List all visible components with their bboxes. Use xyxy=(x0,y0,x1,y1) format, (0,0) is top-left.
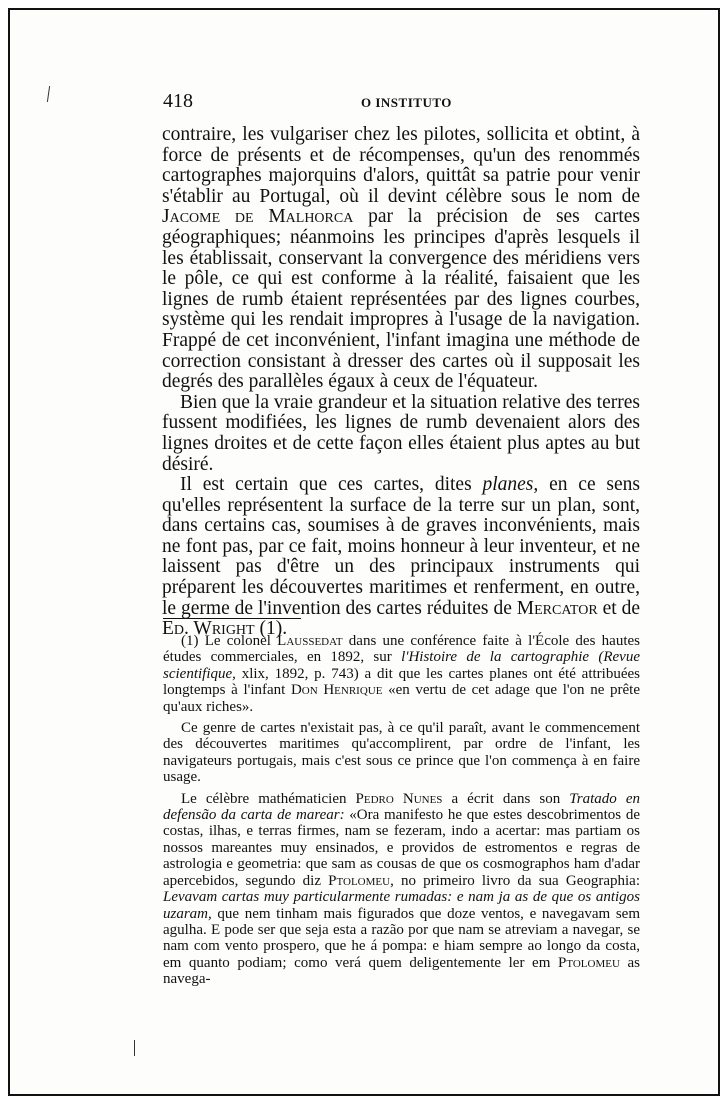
emphasis: Tratado en defensão da carta de marear: xyxy=(163,790,640,824)
paragraph-3 xyxy=(162,475,640,640)
text-run: que nem tinham mais figurados que doze ventos, e navegavam sem agulha. E pode ser que seja esta a razão por que nam se atreviam a navegar, se nam com vento prospero, que he á pompa: e hiam sempre ao longo da costa, em quanto podiam; como verá quem deligentemente ler em xyxy=(163,905,640,971)
person-name: Ptolomeu xyxy=(557,954,620,971)
paragraph-1 xyxy=(162,125,640,393)
text-run: Il est certain que ces cartes, dites xyxy=(180,474,483,496)
emphasis: planes, xyxy=(482,474,539,496)
text-run: par la précision de ses cartes géographiques; néanmoins les principes d'après lesquels il les établissait, conservant la convergence des méridiens vers le pôle, ce qui est conforme à la réalité, faisaient que les lignes de rumb étaient représentées par des lignes courbes, système qui les rendait impropres à l'usage de la navigation. Frappé de cet inconvénient, l'infant imagina une méthode de correction consistant à dresser des cartes où il supposait les degrés des parallèles égaux à ceux de l'équateur. xyxy=(162,206,640,393)
person-name: Jacome de Malhorca xyxy=(162,206,354,228)
running-title: O INSTITUTO xyxy=(361,95,452,110)
person-name: Mercator xyxy=(516,597,598,619)
text-run: Le célèbre mathématicien xyxy=(181,790,356,807)
text-run: et de xyxy=(597,597,640,619)
person-name: Ptolomeu, xyxy=(328,872,394,889)
footnote-ref: (1). xyxy=(254,618,288,640)
person-name: Ed. Wright xyxy=(162,618,255,640)
footnote-paragraph-2: Ce genre de cartes n'existait pas, à ce qu'il paraît, avant le commencement des découvertes maritimes qu'accomplirent, par ordre de l'infant, les navigateurs portugais, mais c'est sous ce prince que l'on commença à en faire usage. xyxy=(163,720,640,786)
margin-mark-top-left xyxy=(47,86,50,102)
person-name: Pedro Nunes xyxy=(355,790,443,807)
footnote-separator xyxy=(163,618,301,619)
page-header xyxy=(163,90,643,116)
person-name: Laussedat xyxy=(277,633,343,649)
margin-mark-bottom-left xyxy=(134,1040,135,1056)
document-page xyxy=(8,8,720,1096)
text-run: «en vertu de cet adage que l'on ne prête qu'aux riches». xyxy=(163,682,640,715)
text-run: as navega- xyxy=(163,954,641,988)
main-text xyxy=(162,125,640,640)
footnote-1 xyxy=(163,633,640,715)
text-run: contraire, les vulgariser chez les pilotes, sollicita et obtint, à force de présents et de récompenses, qu'un des renommés cartographes majorquins d'alors, quittât sa patrie pour venir s'établir au Portugal, où il devint célèbre sous le nom de xyxy=(162,124,640,207)
page-number: 418 xyxy=(163,90,193,112)
paragraph-2: Bien que la vraie grandeur et la situation relative des terres fussent modifiées, les lignes de rumb devenaient alors des lignes droites et de cette façon elles étaient plus aptes au but désiré. xyxy=(162,391,640,475)
text-run: en ce sens qu'elles représentent la surface de la terre sur un plan, sont, dans certains cas, soumises à de graves inconvénients, mais ne font pas, par ce fait, moins honneur à leur inventeur, et ne laissent pas d'être un des principaux instruments qui préparent les découvertes maritimes et renferment, en outre, le germe de l'invention des cartes réduites de xyxy=(162,474,640,619)
emphasis: Levavam cartas muy particularmente rumadas: e nam ja as de que os antigos uzaram, xyxy=(163,889,640,922)
text-run: dans une conférence faite à l'École des hautes études commerciales, en 1892, sur xyxy=(163,633,640,666)
text-run: (1) Le colonel xyxy=(181,633,278,649)
text-run: a écrit dans son xyxy=(442,790,570,807)
text-run: no primeiro livro da sua Geographia: xyxy=(393,872,640,889)
emphasis: l'Histoire de la cartographie (Revue scientifique, xyxy=(163,649,640,682)
text-run: «Ora manifesto he que estes descobrimentos de costas, ilhas, e terras firmes, nam se fezeram, indo a acertar: mas partiam os nossos mareantes muy ensinados, e providos de estromentos e regras de astrologia e geometria: que sam as cousas de que os cosmographos ham d'adar apercebidos, segundo diz xyxy=(163,807,640,889)
person-name: Don Henrique xyxy=(290,682,383,699)
footnotes xyxy=(163,633,640,993)
text-run: xlix, 1892, p. 743) a dit que les cartes planes ont été attribuées longtemps à l'infant xyxy=(163,665,640,699)
footnote-paragraph-3 xyxy=(163,791,640,988)
